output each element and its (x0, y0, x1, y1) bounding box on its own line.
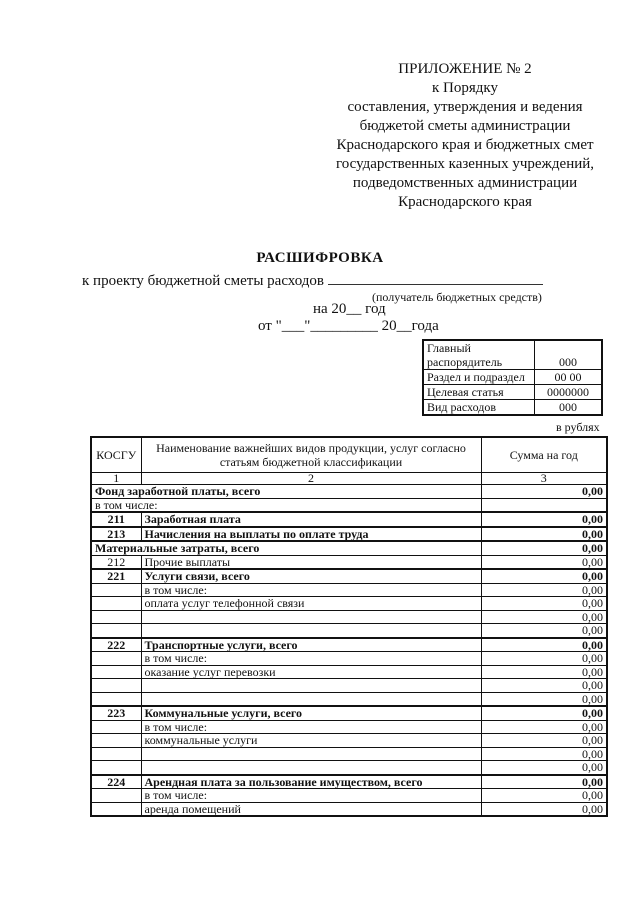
row-sum: 0,00 (481, 692, 607, 706)
row-kosgu (91, 597, 141, 611)
code-value: 00 00 (535, 370, 603, 385)
row-sum: 0,00 (481, 597, 607, 611)
row-name: Фонд заработной платы, всего (91, 485, 481, 499)
appendix-line: бюджетой сметы администрации (359, 118, 571, 134)
table-row (91, 692, 607, 706)
table-row (91, 569, 607, 583)
table-row (91, 498, 607, 512)
subtitle-text: к проекту бюджетной сметы расходов (82, 273, 325, 289)
row-sum: 0,00 (481, 638, 607, 652)
row-name: в том числе: (141, 720, 481, 734)
row-name (141, 761, 481, 775)
row-kosgu: 211 (91, 512, 141, 527)
code-label: распорядитель (423, 355, 535, 370)
row-kosgu (91, 624, 141, 638)
document-title: РАСШИФРОВКА (256, 250, 384, 266)
row-sum: 0,00 (481, 610, 607, 624)
row-sum: 0,00 (481, 720, 607, 734)
row-name: Прочие выплаты (141, 555, 481, 569)
row-name (141, 679, 481, 693)
row-kosgu: 221 (91, 569, 141, 583)
table-row (91, 706, 607, 720)
row-name: Арендная плата за пользование имуществом, всего (141, 775, 481, 789)
row-sum: 0,00 (481, 789, 607, 803)
codes-row (423, 340, 602, 355)
budget-codes-table (422, 339, 603, 416)
row-name: в том числе: (141, 789, 481, 803)
row-name: в том числе: (141, 652, 481, 666)
code-value (535, 340, 603, 355)
codes-row (423, 355, 602, 370)
table-row (91, 541, 607, 555)
row-kosgu (91, 734, 141, 748)
row-kosgu (91, 789, 141, 803)
row-sum: 0,00 (481, 652, 607, 666)
code-value: 000 (535, 400, 603, 416)
row-sum: 0,00 (481, 624, 607, 638)
row-name: оплата услуг телефонной связи (141, 597, 481, 611)
row-sum: 0,00 (481, 706, 607, 720)
row-kosgu: 222 (91, 638, 141, 652)
row-sum: 0,00 (481, 527, 607, 542)
code-label: Вид расходов (423, 400, 535, 416)
recipient-hint: (получатель бюджетных средств) (372, 290, 542, 304)
row-kosgu (91, 583, 141, 597)
row-name: Услуги связи, всего (141, 569, 481, 583)
table-row (91, 761, 607, 775)
appendix-line: ПРИЛОЖЕНИЕ № 2 (398, 61, 532, 77)
row-kosgu (91, 720, 141, 734)
row-kosgu (91, 802, 141, 816)
row-sum: 0,00 (481, 512, 607, 527)
table-row (91, 652, 607, 666)
codes-row (423, 385, 602, 400)
table-row (91, 624, 607, 638)
row-name: в том числе: (91, 498, 481, 512)
table-row (91, 802, 607, 816)
appendix-line: государственных казенных учреждений, (335, 156, 595, 172)
table-row (91, 512, 607, 527)
row-sum: 0,00 (481, 761, 607, 775)
row-kosgu: 213 (91, 527, 141, 542)
breakdown-table (90, 436, 608, 817)
table-row (91, 747, 607, 761)
units-label: в рублях (556, 420, 600, 434)
row-sum: 0,00 (481, 485, 607, 499)
header-sum: Сумма на год (481, 437, 607, 473)
table-row (91, 775, 607, 789)
codes-row (423, 400, 602, 416)
row-sum: 0,00 (481, 734, 607, 748)
appendix-line: Краснодарского края (398, 194, 532, 210)
column-number: 1 (91, 473, 141, 485)
appendix-line: подведомственных администрации (352, 175, 578, 191)
row-kosgu (91, 665, 141, 679)
row-kosgu (91, 652, 141, 666)
row-name (141, 747, 481, 761)
row-name: Коммунальные услуги, всего (141, 706, 481, 720)
table-row (91, 734, 607, 748)
row-kosgu (91, 692, 141, 706)
table-row (91, 638, 607, 652)
appendix-line: Краснодарского края и бюджетных смет (336, 137, 594, 153)
code-value: 0000000 (535, 385, 603, 400)
codes-row (423, 370, 602, 385)
row-name (141, 610, 481, 624)
row-sum: 0,00 (481, 747, 607, 761)
appendix-line: к Порядку (432, 80, 498, 96)
table-row (91, 665, 607, 679)
row-kosgu (91, 747, 141, 761)
code-label: Главный (423, 340, 535, 355)
row-kosgu: 212 (91, 555, 141, 569)
row-name: коммунальные услуги (141, 734, 481, 748)
row-name: оказание услуг перевозки (141, 665, 481, 679)
row-sum: 0,00 (481, 583, 607, 597)
table-row (91, 610, 607, 624)
table-row (91, 679, 607, 693)
row-kosgu (91, 679, 141, 693)
row-kosgu: 224 (91, 775, 141, 789)
row-name: Заработная плата (141, 512, 481, 527)
row-kosgu: 223 (91, 706, 141, 720)
table-row (91, 485, 607, 499)
appendix-block (300, 60, 630, 212)
table-body (91, 485, 607, 817)
row-sum: 0,00 (481, 569, 607, 583)
row-sum (481, 498, 607, 512)
row-sum: 0,00 (481, 679, 607, 693)
date-line: от "___"_________ 20__года (258, 318, 439, 334)
table-row (91, 527, 607, 542)
row-name: Материальные затраты, всего (91, 541, 481, 555)
row-sum: 0,00 (481, 775, 607, 789)
table-row (91, 583, 607, 597)
table-row (91, 597, 607, 611)
row-kosgu (91, 761, 141, 775)
header-kosgu: КОСГУ (91, 437, 141, 473)
column-number-row (91, 473, 607, 485)
table-row (91, 720, 607, 734)
row-name: Начисления на выплаты по оплате труда (141, 527, 481, 542)
column-number: 3 (481, 473, 607, 485)
row-name: аренда помещений (141, 802, 481, 816)
table-row (91, 789, 607, 803)
row-name (141, 624, 481, 638)
document-subtitle (82, 271, 543, 290)
row-name (141, 692, 481, 706)
header-row (91, 437, 607, 473)
row-sum: 0,00 (481, 665, 607, 679)
row-kosgu (91, 610, 141, 624)
code-value: 000 (535, 355, 603, 370)
header-name: Наименование важнейших видов продукции, услуг согласно статьям бюджетной классификации (141, 437, 481, 473)
appendix-line: составления, утверждения и ведения (347, 99, 583, 115)
row-name: Транспортные услуги, всего (141, 638, 481, 652)
code-label: Раздел и подраздел (423, 370, 535, 385)
row-name: в том числе: (141, 583, 481, 597)
row-sum: 0,00 (481, 802, 607, 816)
row-sum: 0,00 (481, 541, 607, 555)
row-sum: 0,00 (481, 555, 607, 569)
table-row (91, 555, 607, 569)
code-label: Целевая статья (423, 385, 535, 400)
year-line: на 20__ год (313, 301, 386, 317)
recipient-blank-line[interactable] (328, 271, 543, 285)
column-number: 2 (141, 473, 481, 485)
